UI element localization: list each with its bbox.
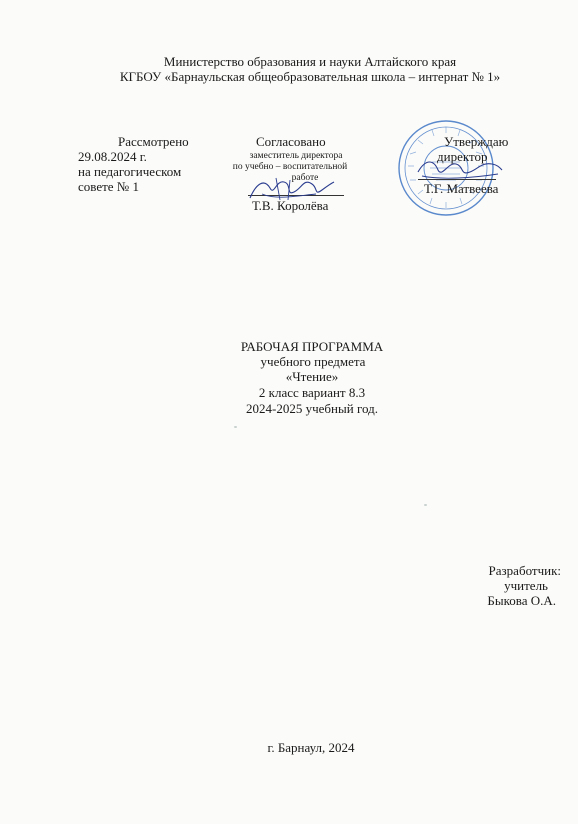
program-grade: 2 класс вариант 8.3 (258, 385, 366, 400)
reviewed-line1: на педагогическом (78, 164, 182, 179)
program-year: 2024-2025 учебный год. (246, 401, 378, 416)
agreed-role1: заместитель директора (249, 151, 343, 161)
agreed-role3: работе (291, 173, 319, 183)
program-subject: «Чтение» (285, 369, 339, 384)
agreed-role2: по учебно – воспитательной (232, 162, 348, 172)
city-year: г. Барнаул, 2024 (267, 740, 355, 755)
program-subtitle: учебного предмета (260, 354, 366, 369)
reviewed-date: 29.08.2024 г. (78, 149, 147, 164)
approved-title: Утверждаю (444, 134, 509, 149)
scan-speck (234, 426, 237, 428)
program-title: РАБОЧАЯ ПРОГРАММА (240, 339, 384, 354)
approved-name: Т.Г. Матвеева (424, 181, 499, 196)
approved-role: директор (437, 149, 488, 164)
reviewed-title: Рассмотрено (118, 134, 189, 149)
scan-speck (424, 504, 427, 506)
developer-name: Быкова О.А. (487, 593, 556, 608)
reviewed-line2: совете № 1 (78, 179, 139, 194)
ministry-name: Министерство образования и науки Алтайского края (163, 54, 457, 69)
approved-signature-line (418, 179, 496, 180)
school-name: КГБОУ «Барнаульская общеобразовательная школа – интернат № 1» (119, 69, 501, 84)
developer-role: учитель (504, 578, 548, 593)
developer-label: Разработчик: (488, 563, 561, 578)
agreed-title: Согласовано (256, 134, 326, 149)
agreed-name: Т.В. Королёва (252, 198, 329, 213)
